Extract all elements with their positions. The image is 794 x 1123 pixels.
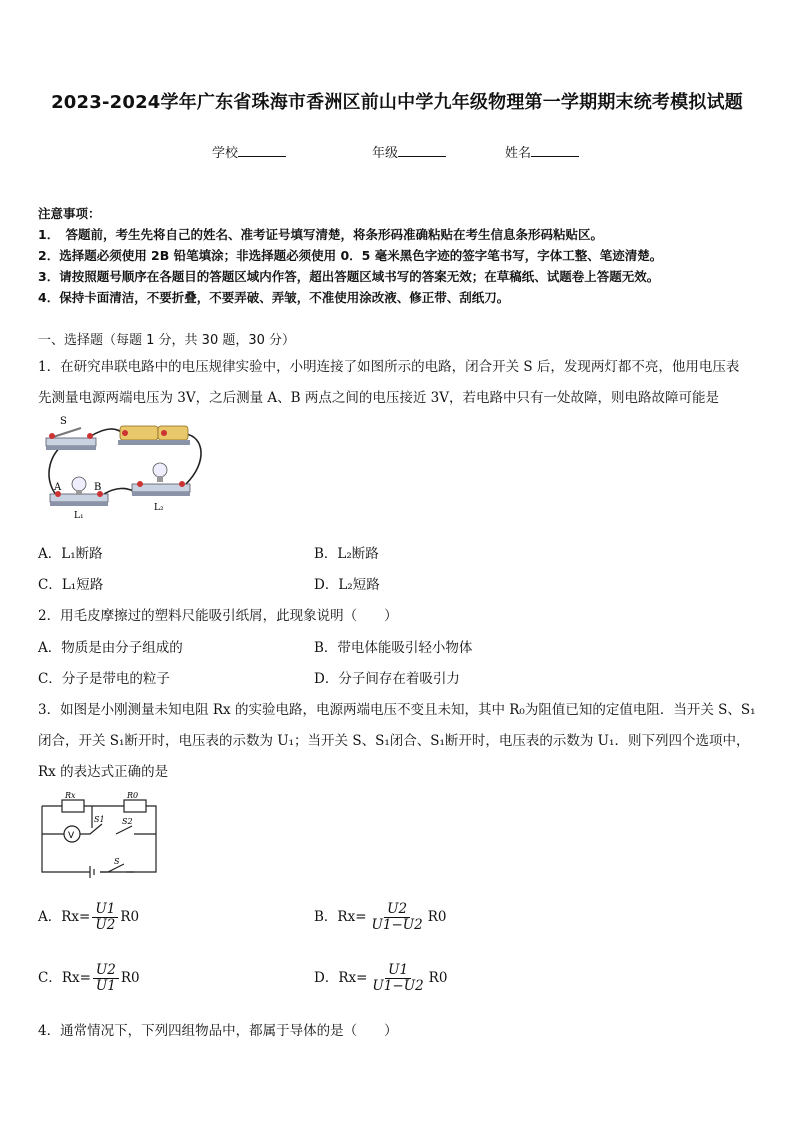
q3-option-c-label: C．Rx= <box>38 970 91 986</box>
q1-option-d[interactable]: D．L₂短路 <box>314 577 380 593</box>
q3-stem-line2: 闭合，开关 S₁断开时，电压表的示数为 U₁；当开关 S、S₁闭合、S₁断开时，电压表的示数为 U₁．则下列四个选项中， <box>38 733 750 749</box>
q1-option-b[interactable]: B．L₂断路 <box>314 546 379 562</box>
school-blank[interactable] <box>238 144 286 157</box>
q3-option-d[interactable] <box>314 963 447 994</box>
q2-stem: 2．用毛皮摩擦过的塑料尺能吸引纸屑，此现象说明（ ） <box>38 608 398 624</box>
q3-option-b-tail: R0 <box>427 909 447 925</box>
q2-option-b[interactable]: B．带电体能吸引轻小物体 <box>314 640 473 656</box>
q1-stem-line2: 先测量电源两端电压为 3V，之后测量 A、B 两点之间的电压接近 3V，若电路中只有一处故障，则电路故障可能是 <box>38 390 720 406</box>
q2-option-d[interactable]: D．分子间存在着吸引力 <box>314 671 460 687</box>
page-title: 2023-2024学年广东省珠海市香洲区前山中学九年级物理第一学期期末统考模拟试题 <box>51 92 743 113</box>
name-blank[interactable] <box>531 144 579 157</box>
q3-label-r0: R0 <box>127 791 139 800</box>
q1-label-l1: L₁ <box>74 511 84 521</box>
q3-label-s2: S2 <box>122 817 133 826</box>
section-heading: 一、选择题（每题 1 分，共 30 题，30 分） <box>38 333 296 348</box>
q3-option-a-label: A．Rx= <box>38 909 91 925</box>
note-item-2: 2．选择题必须使用 2B 铅笔填涂；非选择题必须使用 0．5 毫米黑色字迹的签字笔书写，字体工整、笔迹清楚。 <box>38 248 663 263</box>
q1-circuit-figure <box>36 412 216 522</box>
school-field[interactable] <box>212 142 286 161</box>
q3-option-b-num: U2 <box>384 902 410 918</box>
q2-option-c[interactable]: C．分子是带电的粒子 <box>38 671 170 687</box>
q3-option-d-tail: R0 <box>428 970 448 986</box>
q3-option-d-den: U1−U2 <box>372 978 424 994</box>
grade-field[interactable] <box>372 142 446 161</box>
grade-blank[interactable] <box>398 144 446 157</box>
q1-option-c[interactable]: C．L₁短路 <box>38 577 104 593</box>
q1-stem-line1: 1．在研究串联电路中的电压规律实验中，小明连接了如图所示的电路，闭合开关 S 后，发现两灯都不亮，他用电压表 <box>38 359 740 375</box>
q3-option-b[interactable] <box>314 902 447 933</box>
q1-label-b: B <box>94 482 102 493</box>
q3-option-d-num: U1 <box>385 963 411 979</box>
name-field[interactable] <box>505 142 579 161</box>
q3-option-b-den: U1−U2 <box>371 917 423 933</box>
q3-option-a-tail: R0 <box>120 909 140 925</box>
q3-label-s1: S1 <box>94 815 105 824</box>
q3-stem-line3: Rx 的表达式正确的是 <box>38 764 169 780</box>
note-item-4: 4．保持卡面清洁，不要折叠，不要弄破、弄皱，不准使用涂改液、修正带、刮纸刀。 <box>38 290 510 305</box>
q1-label-s: S <box>60 416 67 427</box>
q3-label-s: S <box>114 857 120 866</box>
q3-option-a[interactable] <box>38 902 139 933</box>
q2-option-a[interactable]: A．物质是由分子组成的 <box>38 640 183 656</box>
note-item-3: 3．请按照题号顺序在各题目的答题区域内作答，超出答题区域书写的答案无效；在草稿纸、试题卷上答题无效。 <box>38 269 660 284</box>
q3-option-c[interactable] <box>38 963 140 994</box>
q4-stem: 4．通常情况下，下列四组物品中，都属于导体的是（ ） <box>38 1023 398 1039</box>
name-label: 姓名 <box>505 146 532 161</box>
q1-option-a[interactable]: A．L₁断路 <box>38 546 103 562</box>
q3-label-v: V <box>68 831 75 841</box>
q3-option-b-label: B．Rx= <box>314 909 367 925</box>
q1-label-l2: L₂ <box>154 503 164 513</box>
q3-label-rx: Rx <box>65 791 76 800</box>
q3-option-c-den: U1 <box>95 978 116 994</box>
q3-circuit-figure <box>38 788 162 884</box>
q3-option-c-num: U2 <box>93 963 119 979</box>
notes-heading: 注意事项： <box>38 206 101 221</box>
q3-option-d-label: D．Rx= <box>314 970 368 986</box>
q3-stem-line1: 3．如图是小刚测量未知电阻 Rx 的实验电路，电源两端电压不变且未知，其中 R₀为阻值已知的定值电阻．当开关 S、S₁ <box>38 702 756 718</box>
q1-label-a: A <box>54 482 62 493</box>
q3-option-c-tail: R0 <box>120 970 140 986</box>
grade-label: 年级 <box>372 146 399 161</box>
school-label: 学校 <box>212 146 239 161</box>
q3-option-a-den: U2 <box>95 917 116 933</box>
note-item-1: 1． 答题前，考生先将自己的姓名、准考证号填写清楚，将条形码准确粘贴在考生信息条形码粘贴区。 <box>38 227 603 242</box>
q3-option-a-num: U1 <box>92 902 118 918</box>
